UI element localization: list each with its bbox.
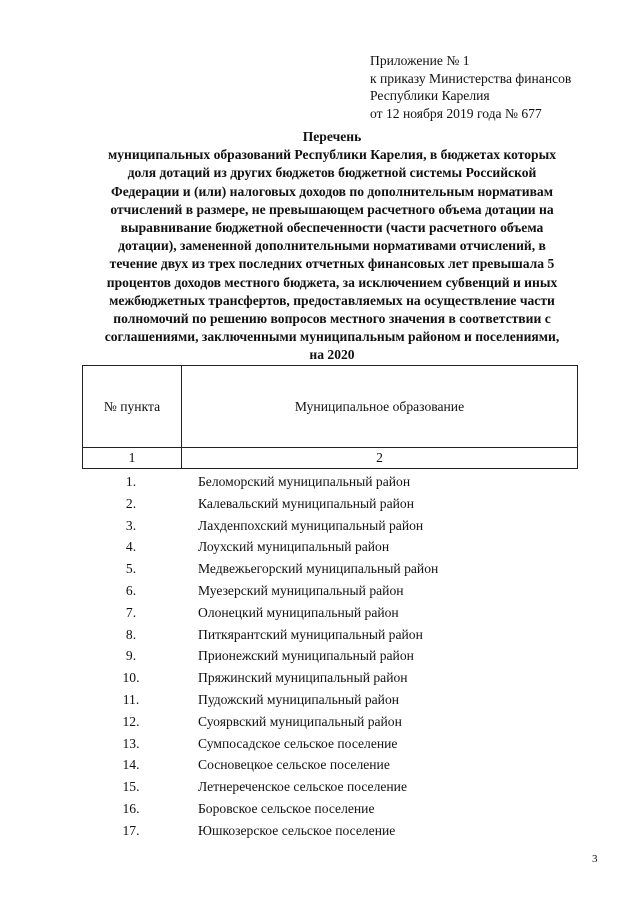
appendix-line: к приказу Министерства финансов (370, 70, 572, 86)
table-header (82, 365, 578, 469)
appendix-block (370, 52, 632, 122)
column-header-municipality: Муниципальное образование (294, 399, 465, 414)
row-name: Муезерский муниципальный район (198, 582, 404, 598)
row-name: Пряжинский муниципальный район (198, 670, 408, 686)
row-name: Лоухский муниципальный район (198, 539, 390, 555)
row-number: 7. (125, 604, 137, 620)
title-line: полномочий по решению вопросов местного значения в соответствии с (113, 311, 551, 327)
row-name: Олонецкий муниципальный район (198, 604, 399, 620)
table-row (82, 493, 578, 515)
row-number: 2. (125, 495, 137, 511)
row-name: Юшкозерское сельское поселение (198, 822, 396, 838)
title-heading: Перечень (302, 129, 362, 144)
row-name: Сосновецкое сельское поселение (198, 757, 390, 773)
table-body (82, 471, 578, 842)
row-number: 10. (122, 670, 140, 686)
row-name: Питкярантский муниципальный район (198, 626, 423, 642)
row-number: 14. (122, 757, 140, 773)
row-number: 16. (122, 800, 140, 816)
title-line: дотации), замененной дополнительными нормативами отчислений, в (118, 238, 546, 254)
table-row (82, 798, 578, 820)
table-row (82, 645, 578, 667)
row-name: Летнереченское сельское поселение (198, 779, 407, 795)
row-number: 13. (122, 735, 140, 751)
row-number: 5. (125, 561, 137, 577)
title-line: течение двух из трех последних отчетных финансовых лет превышала 5 (109, 256, 555, 272)
row-number: 3. (125, 517, 137, 533)
table-row (82, 754, 578, 776)
appendix-line: Приложение № 1 (370, 53, 470, 68)
column-index-2: 2 (376, 450, 383, 465)
title-line: соглашениями, заключенными муниципальным районом и поселениями, (104, 329, 560, 345)
column-header-number: № пункта (103, 399, 161, 414)
row-name: Лахденпохский муниципальный район (198, 517, 424, 533)
title-line: доля дотаций из других бюджетов бюджетной системы Российской (127, 165, 537, 181)
table-row (82, 536, 578, 558)
table-row (82, 776, 578, 798)
appendix-line: Республики Карелия (370, 88, 490, 104)
row-divider (83, 447, 577, 448)
title-line: муниципальных образований Республики Карелия, в бюджетах которых (108, 147, 556, 163)
table-row (82, 733, 578, 755)
row-number: 8. (125, 626, 137, 642)
row-number: 9. (125, 648, 137, 664)
table-row (82, 602, 578, 624)
row-name: Боровское сельское поселение (198, 800, 375, 816)
table-row (82, 667, 578, 689)
title-line: отчислений в размере, не превышающем расчетного объема дотации на (110, 201, 554, 217)
row-number: 11. (122, 691, 140, 707)
page-number: 3 (592, 853, 598, 865)
table-row (82, 471, 578, 493)
title-line: на 2020 (309, 347, 355, 363)
table-row (82, 711, 578, 733)
table-row (82, 624, 578, 646)
row-name: Калевальский муниципальный район (198, 495, 414, 511)
row-number: 4. (125, 539, 137, 555)
table-row (82, 515, 578, 537)
row-name: Суоярвский муниципальный район (198, 713, 402, 729)
row-name: Медвежьегорский муниципальный район (198, 561, 439, 577)
row-number: 17. (122, 822, 140, 838)
row-number: 15. (122, 779, 140, 795)
title-line: межбюджетных трансфертов, предоставляемых на осуществление части (109, 292, 555, 308)
title-line: Федерации и (или) налоговых доходов по дополнительным нормативам (111, 183, 553, 199)
row-name: Беломорский муниципальный район (198, 474, 411, 489)
row-name: Прионежский муниципальный район (198, 648, 414, 664)
row-name: Сумпосадское сельское поселение (198, 735, 398, 751)
row-number: 6. (125, 582, 137, 598)
row-number: 1. (125, 474, 137, 489)
table-row (82, 820, 578, 842)
row-number: 12. (122, 713, 140, 729)
column-index-1: 1 (128, 450, 136, 465)
table-row (82, 580, 578, 602)
title-line: выравнивание бюджетной обеспеченности (части расчетного объема (120, 220, 544, 236)
table-row (82, 558, 578, 580)
appendix-line: от 12 ноября 2019 года № 677 (370, 105, 542, 121)
table-row (82, 689, 578, 711)
row-name: Пудожский муниципальный район (198, 691, 400, 707)
title-line: процентов доходов местного бюджета, за исключением субвенций и иных (106, 274, 558, 290)
document-title (82, 128, 582, 365)
